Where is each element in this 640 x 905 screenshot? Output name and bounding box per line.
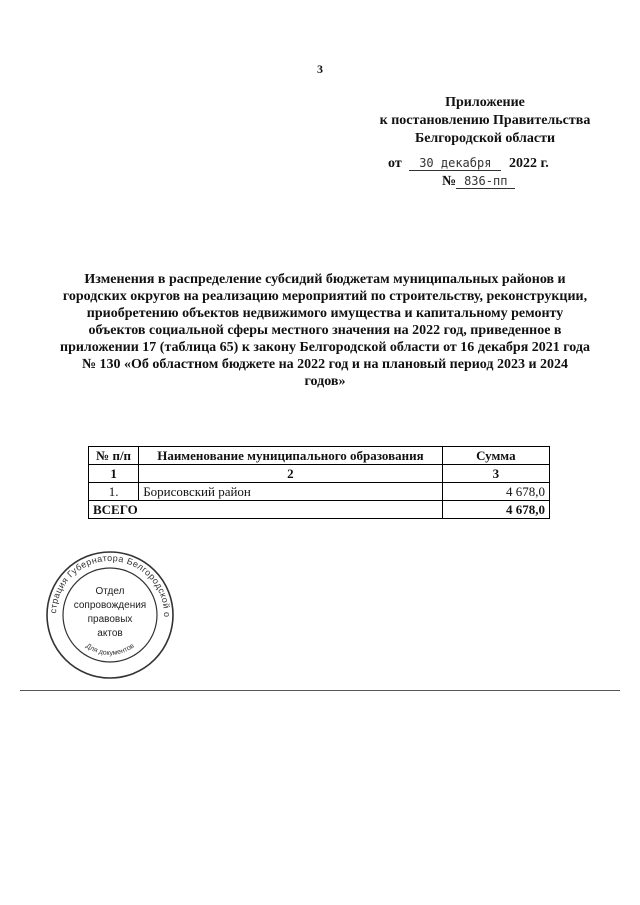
header-sum: Сумма bbox=[442, 447, 549, 465]
stamp-line: Отдел bbox=[95, 586, 125, 597]
header-municipality: Наименование муниципального образования bbox=[139, 447, 442, 465]
number-prefix: № bbox=[442, 174, 457, 189]
table-row bbox=[89, 483, 550, 501]
row-municipality: Борисовский район bbox=[139, 483, 442, 501]
row-sum: 4 678,0 bbox=[442, 483, 549, 501]
stamp-line: актов bbox=[97, 628, 123, 639]
date-handwritten: 30 декабря bbox=[409, 156, 501, 171]
stamp-line: правовых bbox=[87, 614, 133, 625]
table-numbering-row bbox=[89, 465, 550, 483]
stamp-center-text bbox=[44, 585, 176, 641]
approval-header bbox=[360, 94, 610, 148]
total-sum: 4 678,0 bbox=[442, 501, 549, 519]
stamp-line: сопровождения bbox=[73, 600, 147, 611]
numbering-cell: 1 bbox=[89, 465, 139, 483]
svg-text:Администрация Губернатора Белг: страция Губернатора Белгородской о bbox=[47, 552, 173, 618]
header-number: № п/п bbox=[89, 447, 139, 465]
bottom-divider bbox=[20, 690, 620, 691]
svg-text:Для документов: Для документов bbox=[84, 642, 136, 658]
decree-date bbox=[388, 156, 588, 172]
header-line: Белгородской области bbox=[414, 131, 556, 146]
date-suffix: 2022 г. bbox=[508, 156, 549, 171]
row-number: 1. bbox=[89, 483, 139, 501]
allocation-table bbox=[88, 446, 550, 519]
document-title: Изменения в распределение субсидий бюджетам муниципальных районов и городских округов на реализацию мероприятий по строительству, реконструкции, приобретению объектов недвижимого имущества и капитальному ремонту объектов социальной сферы местного значения на 2022 год, приведенное в приложении 17 (таблица 65) к закону Белгородской области от 16 декабря 2021 года № 130 «Об областном бюджете на 2022 год и на плановый период 2023 и 2024 годов» bbox=[60, 272, 590, 389]
numbering-cell: 3 bbox=[442, 465, 549, 483]
page-number: 3 bbox=[317, 62, 323, 76]
table-total-row bbox=[89, 501, 550, 519]
decree-number bbox=[442, 174, 542, 190]
number-handwritten: 836-пп bbox=[456, 174, 515, 189]
header-line: Приложение bbox=[445, 95, 525, 110]
table-header-row bbox=[89, 447, 550, 465]
official-stamp bbox=[44, 549, 176, 681]
numbering-cell: 2 bbox=[139, 465, 442, 483]
date-prefix: от bbox=[388, 156, 402, 171]
total-label: ВСЕГО bbox=[89, 501, 443, 519]
header-line: к постановлению Правительства bbox=[379, 113, 591, 128]
